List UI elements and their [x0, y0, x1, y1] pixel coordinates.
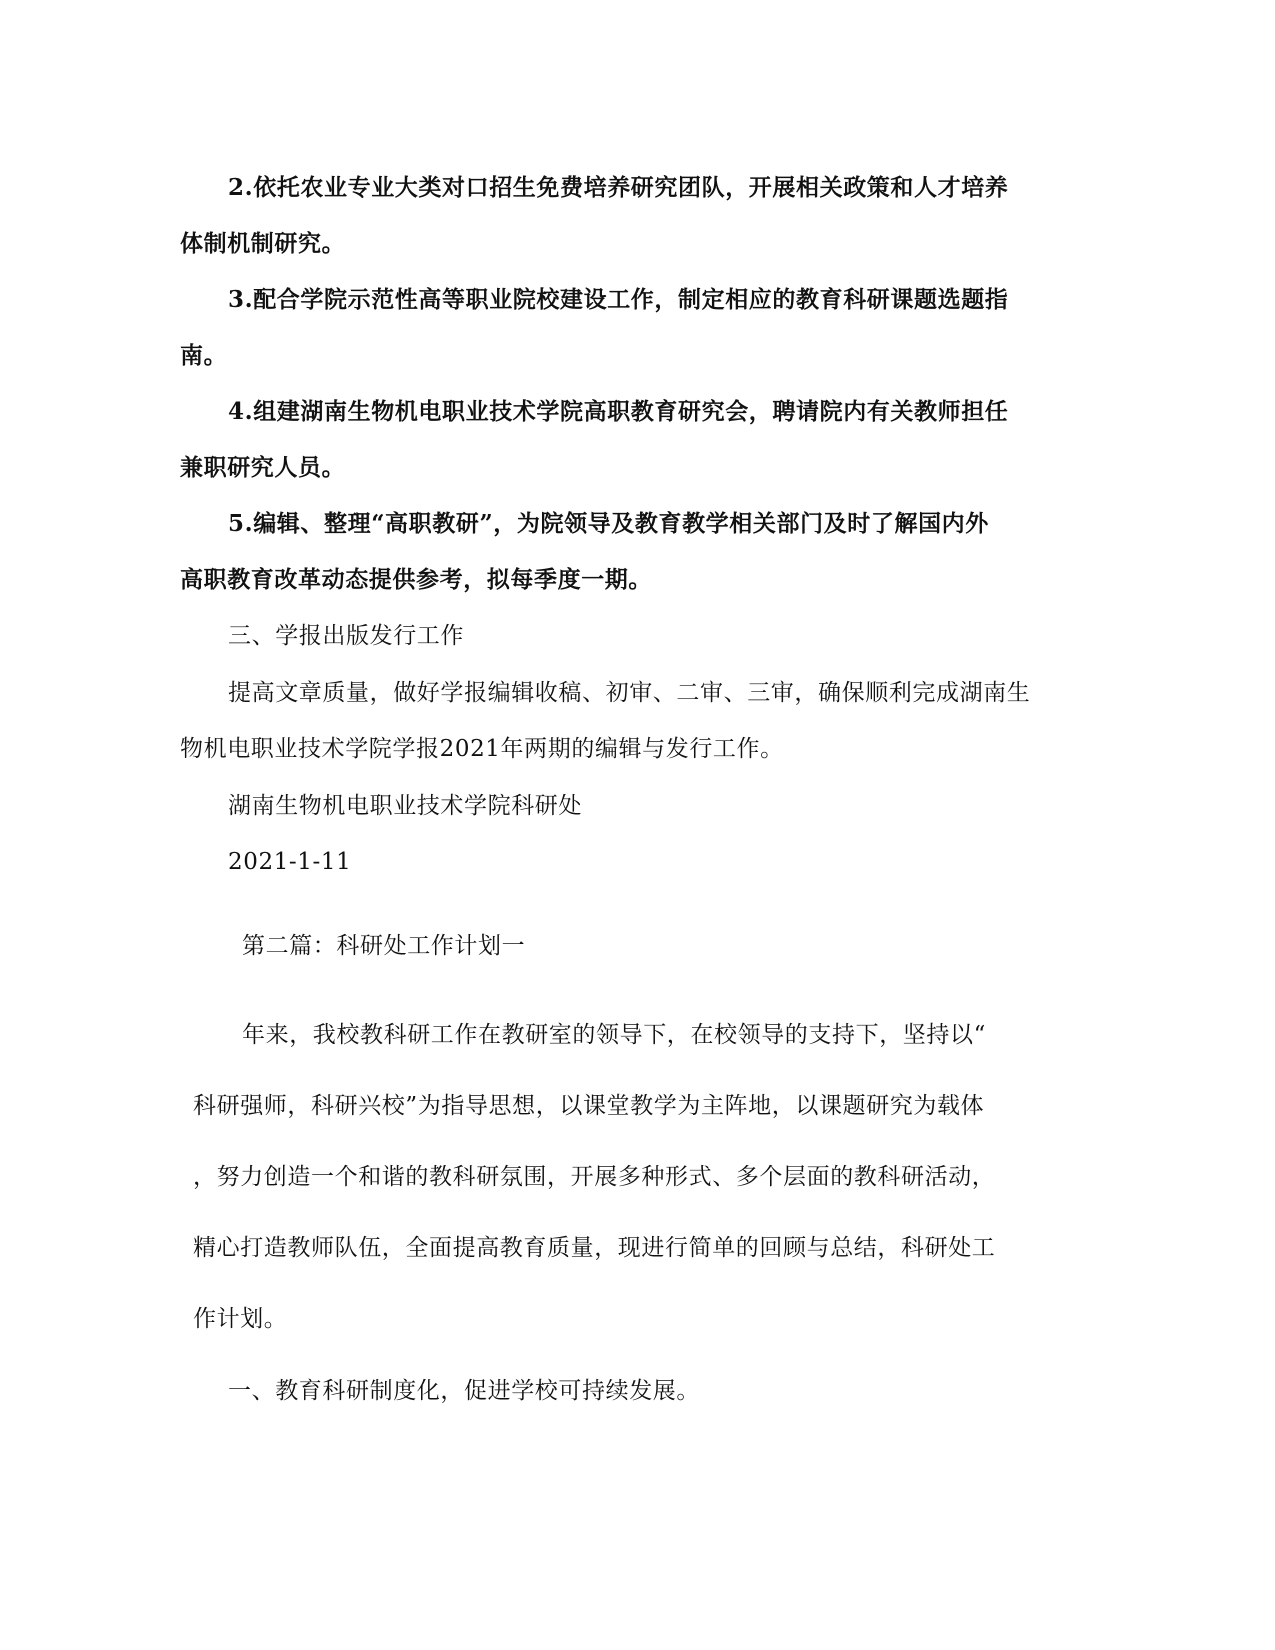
item-3-line-1: 3.配合学院示范性高等职业院校建设工作，制定相应的教育科研课题选题指 [228, 286, 1009, 313]
item-5-line-1: 5.编辑、整理“高职教研”，为院领导及教育教学相关部门及时了解国内外 [228, 510, 989, 537]
signature-date: 2021-1-11 [228, 849, 352, 875]
part-2-para-line-4: 精心打造教师队伍，全面提高教育质量，现进行简单的回顾与总结，科研处工 [193, 1235, 996, 1261]
item-4-line-2: 兼职研究人员。 [180, 454, 346, 481]
part-2-section-1-heading: 一、教育科研制度化，促进学校可持续发展。 [228, 1378, 700, 1404]
part-2-para-line-3: ，努力创造一个和谐的教科研氛围，开展多种形式、多个层面的教科研活动， [193, 1164, 996, 1190]
item-2-line-2: 体制机制研究。 [180, 230, 346, 257]
section-3-body-line-1: 提高文章质量，做好学报编辑收稿、初审、二审、三审，确保顺利完成湖南生 [228, 680, 1031, 706]
signature-org: 湖南生物机电职业技术学院科研处 [228, 793, 582, 819]
section-3-heading: 三、学报出版发行工作 [228, 623, 464, 649]
item-2-line-1: 2.依托农业专业大类对口招生免费培养研究团队，开展相关政策和人才培养 [228, 174, 1009, 201]
item-5-line-2: 高职教育改革动态提供参考，拟每季度一期。 [180, 566, 652, 593]
part-2-para-line-2: 科研强师，科研兴校”为指导思想，以课堂教学为主阵地，以课题研究为载体 [193, 1093, 985, 1119]
item-4-line-1: 4.组建湖南生物机电职业技术学院高职教育研究会，聘请院内有关教师担任 [228, 398, 1009, 425]
part-2-title: 第二篇：科研处工作计划一 [242, 933, 526, 959]
item-3-line-2: 南。 [180, 342, 228, 369]
part-2-para-line-1: 年来，我校教科研工作在教研室的领导下，在校领导的支持下，坚持以“ [242, 1022, 986, 1048]
part-2-para-line-5: 作计划。 [193, 1306, 288, 1332]
section-3-body-line-2: 物机电职业技术学院学报2021年两期的编辑与发行工作。 [180, 736, 784, 762]
